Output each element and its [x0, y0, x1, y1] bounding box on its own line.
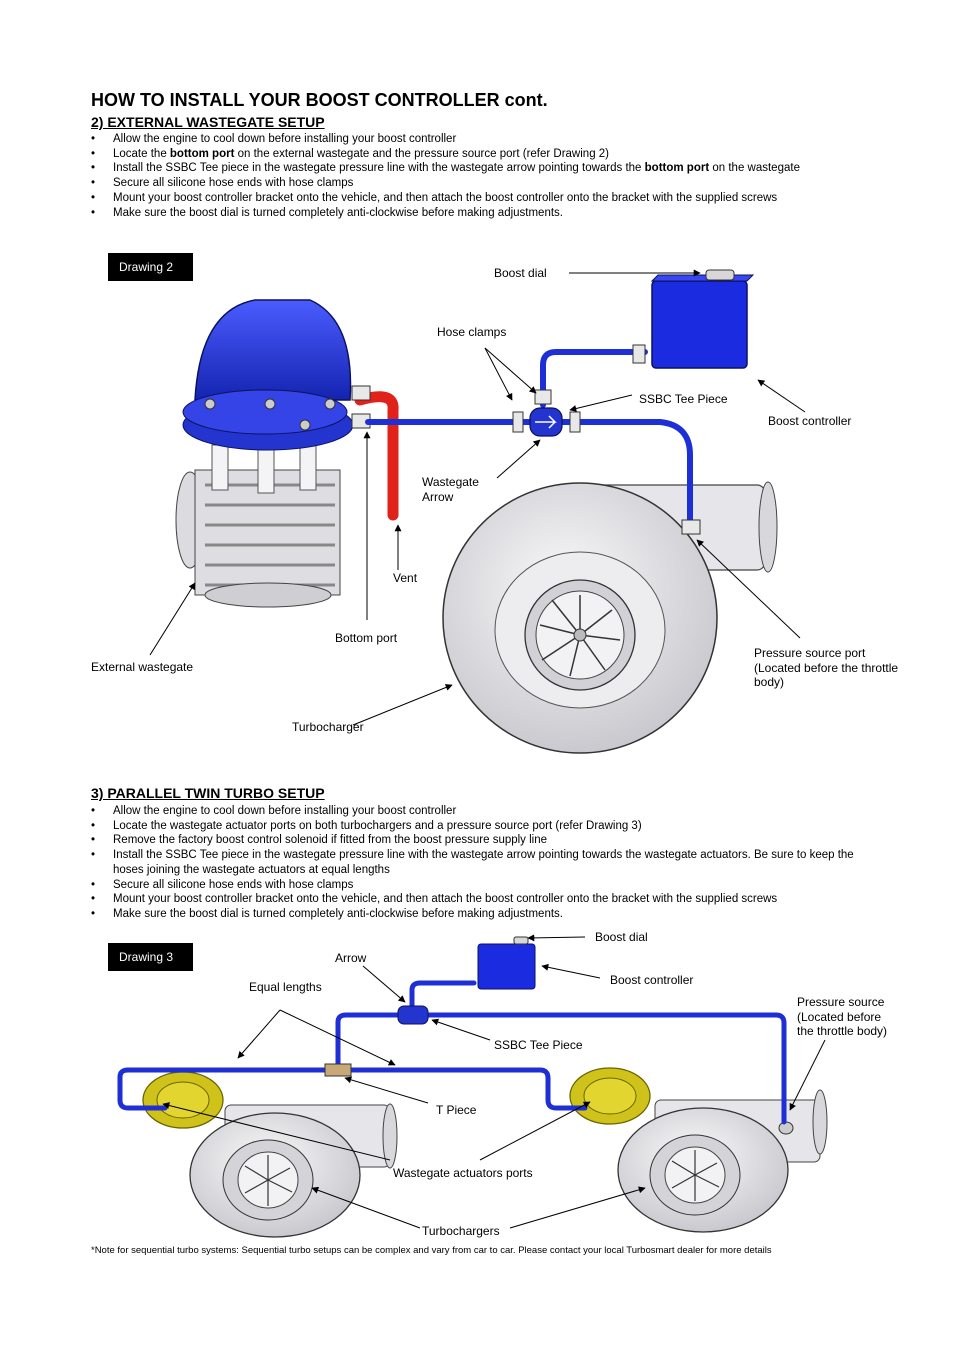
left-turbo-illustration: [143, 1072, 397, 1237]
label-external-wastegate: External wastegate: [91, 660, 194, 674]
bullet: • Locate the wastegate actuator ports on both turbochargers and a pressure source port (refer Drawing 3): [91, 819, 871, 834]
label-pressure-source-3: Pressure source (Located before the throttle body): [797, 995, 888, 1038]
section-2-heading: 2) EXTERNAL WASTEGATE SETUP: [91, 114, 325, 130]
drawing-2-badge: Drawing 2: [108, 253, 193, 281]
drawing-3-badge: Drawing 3: [108, 943, 193, 971]
bullet: • Make sure the boost dial is turned completely anti-clockwise before making adjustments.: [91, 907, 871, 922]
section-3-bullets: [91, 804, 871, 922]
label-equal-lengths: Equal lengths: [249, 980, 322, 994]
boost-controller-illustration: [652, 270, 753, 368]
ssbc-tee-fitting: [398, 1006, 428, 1024]
section-3-heading: 3) PARALLEL TWIN TURBO SETUP: [91, 785, 325, 801]
page-title: HOW TO INSTALL YOUR BOOST CONTROLLER cont.: [91, 90, 548, 110]
right-turbo-illustration: [570, 1068, 827, 1232]
bullet: • Make sure the boost dial is turned completely anti-clockwise before making adjustments.: [91, 206, 871, 221]
label-wastegate-arrow: Wastegate Arrow: [422, 475, 479, 504]
bullet: • Allow the engine to cool down before installing your boost controller: [91, 132, 871, 147]
bullet: • Mount your boost controller bracket onto the vehicle, and then attach the boost controller onto the bracket with the supplied screws: [91, 892, 871, 907]
label-hose-clamps: Hose clamps: [437, 325, 507, 339]
footnote: *Note for sequential turbo systems: Sequential turbo setups can be complex and vary from car to car. Please contact your local Turbosmart dealer for more details: [91, 1245, 772, 1256]
label-turbochargers: Turbochargers: [422, 1224, 500, 1238]
bullet: • Mount your boost controller bracket onto the vehicle, and then attach the boost controller onto the bracket with the supplied screws: [91, 191, 871, 206]
label-boost-dial: Boost dial: [494, 266, 547, 280]
section-2-bullets: [91, 132, 871, 220]
bullet: • Install the SSBC Tee piece in the wastegate pressure line with the wastegate arrow pointing towards the wastegate actuators. Be sure to keep the hoses joining the wastegate actuators at equal lengths: [91, 848, 871, 877]
label-ssbc-tee: SSBC Tee Piece: [639, 392, 728, 406]
label-boost-controller: Boost controller: [768, 414, 852, 428]
label-turbocharger: Turbocharger: [292, 720, 364, 734]
bullet: • Secure all silicone hose ends with hose clamps: [91, 878, 871, 893]
bullet: • Locate the bottom port on the external wastegate and the pressure source port (refer Drawing 2): [91, 147, 871, 162]
label-boost-controller-3: Boost controller: [610, 973, 694, 987]
bullet: • Allow the engine to cool down before installing your boost controller: [91, 804, 871, 819]
t-piece-fitting: [325, 1064, 351, 1076]
drawing-3-diagram: [0, 925, 954, 1245]
turbocharger-illustration: [443, 482, 777, 753]
bullet: • Secure all silicone hose ends with hose clamps: [91, 176, 871, 191]
boost-controller-box: [478, 944, 535, 989]
drawing-2-diagram: [0, 240, 954, 770]
label-boost-dial-3: Boost dial: [595, 930, 648, 944]
label-ssbc-tee-3: SSBC Tee Piece: [494, 1038, 583, 1052]
vent-pipe: [352, 386, 393, 515]
label-arrow-3: Arrow: [335, 951, 367, 965]
label-pressure-source: Pressure source port (Located before the throttle body): [754, 646, 899, 689]
label-bottom-port: Bottom port: [335, 631, 398, 645]
bullet: • Install the SSBC Tee piece in the wastegate pressure line with the wastegate arrow pointing towards the bottom port on the wastegate: [91, 161, 871, 176]
label-vent: Vent: [393, 571, 418, 585]
label-wastegate-ports: Wastegate actuators ports: [393, 1166, 533, 1180]
boost-dial-knob: [514, 937, 528, 944]
label-t-piece: T Piece: [436, 1103, 477, 1117]
bullet: • Remove the factory boost control solenoid if fitted from the boost pressure supply line: [91, 833, 871, 848]
wastegate-illustration: [176, 300, 353, 607]
